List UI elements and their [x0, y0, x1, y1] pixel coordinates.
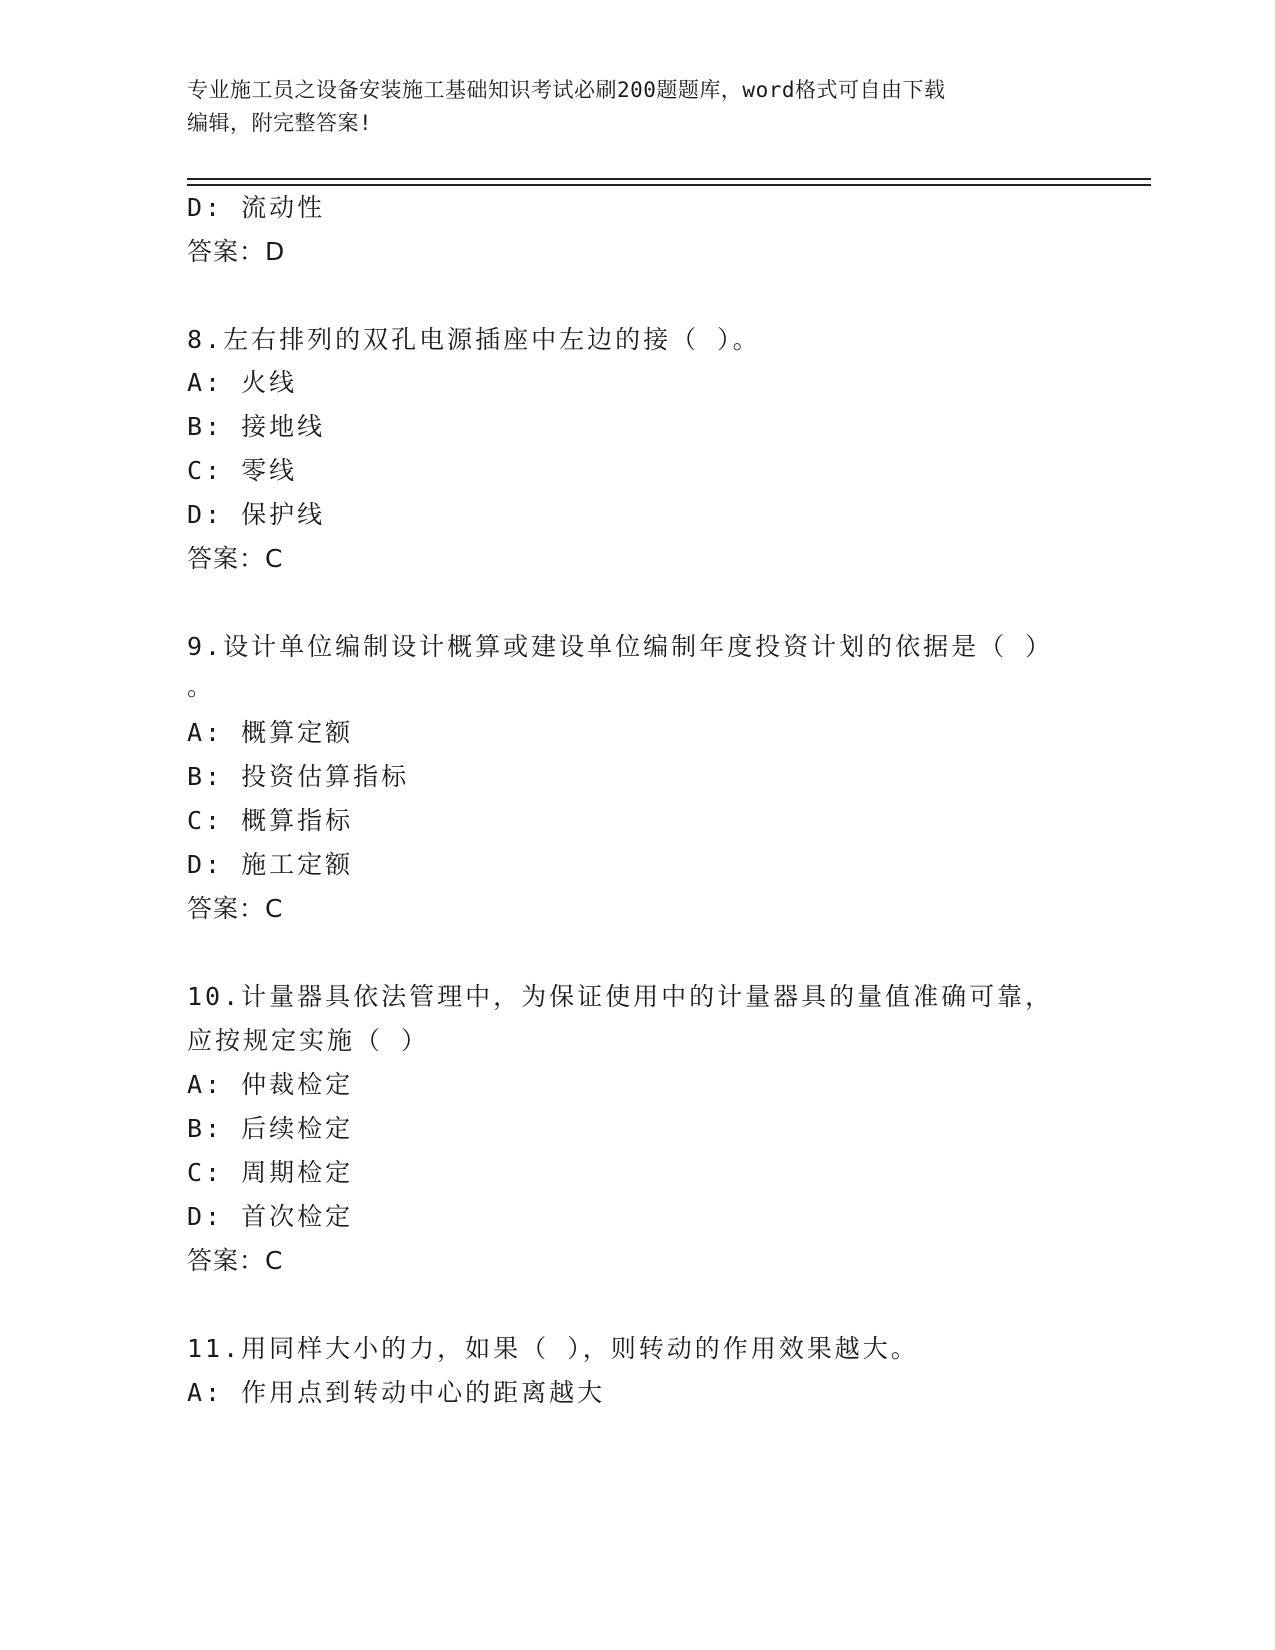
header-divider-top [187, 178, 1151, 180]
q9-option-b: B: 投资估算指标 [187, 762, 410, 791]
q9-question-line-1: 9.设计单位编制设计概算或建设单位编制年度投资计划的依据是（ ） [187, 632, 1054, 661]
q8-option-b: B: 接地线 [187, 412, 326, 441]
document-header [187, 74, 1087, 140]
q10-question-line-1: 10.计量器具依法管理中，为保证使用中的计量器具的量值准确可靠， [187, 982, 1054, 1011]
q10-option-d: D: 首次检定 [187, 1202, 354, 1231]
q8-answer: 答案：C [187, 544, 284, 573]
header-line-2: 编辑，附完整答案! [187, 111, 373, 135]
q10-option-b: B: 后续检定 [187, 1114, 354, 1143]
q11-option-a: A: 作用点到转动中心的距离越大 [187, 1378, 606, 1407]
q9-option-d: D: 施工定额 [187, 850, 354, 879]
q9-answer: 答案：C [187, 894, 284, 923]
q10-option-c: C: 周期检定 [187, 1158, 354, 1187]
q9-option-c: C: 概算指标 [187, 806, 354, 835]
q11-question: 11.用同样大小的力，如果（ ），则转动的作用效果越大。 [187, 1334, 919, 1363]
header-divider-bottom [187, 184, 1151, 186]
q8-question: 8.左右排列的双孔电源插座中左边的接（ ）。 [187, 325, 761, 354]
q10-answer: 答案：C [187, 1246, 284, 1275]
q10-option-a: A: 仲裁检定 [187, 1070, 354, 1099]
q8-option-c: C: 零线 [187, 456, 298, 485]
q8-option-d: D: 保护线 [187, 500, 326, 529]
q8-option-a: A: 火线 [187, 368, 298, 397]
q9-option-a: A: 概算定额 [187, 718, 354, 747]
q7-answer: 答案：D [187, 237, 286, 266]
q10-question-line-2: 应按规定实施（ ） [187, 1026, 430, 1055]
header-line-1: 专业施工员之设备安装施工基础知识考试必刷200题题库，word格式可自由下载 [187, 78, 946, 102]
q7-option-d: D: 流动性 [187, 193, 326, 222]
q9-question-line-2: 。 [187, 672, 216, 701]
